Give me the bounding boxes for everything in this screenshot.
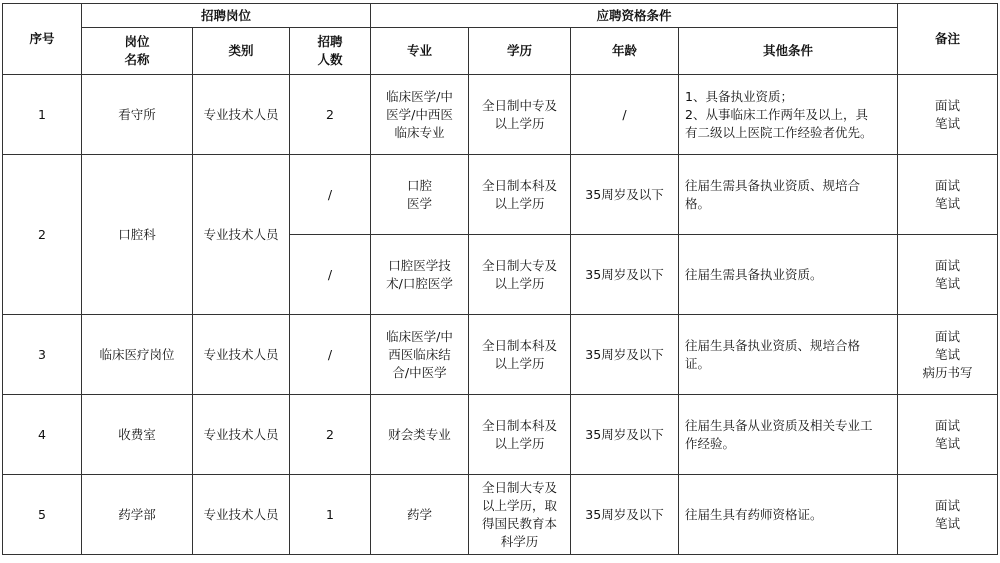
cell-category: 专业技术人员 xyxy=(193,315,290,395)
header-post-name: 岗位 名称 xyxy=(82,28,193,75)
cell-remark: 面试 笔试 xyxy=(898,475,998,555)
cell-education: 全日制本科及 以上学历 xyxy=(469,315,571,395)
header-education: 学历 xyxy=(469,28,571,75)
header-other: 其他条件 xyxy=(679,28,898,75)
table-row xyxy=(3,155,998,235)
table-row xyxy=(3,395,998,475)
cell-post: 看守所 xyxy=(82,75,193,155)
cell-category: 专业技术人员 xyxy=(193,395,290,475)
cell-education: 全日制大专及 以上学历 xyxy=(469,235,571,315)
table-row xyxy=(3,315,998,395)
header-seq: 序号 xyxy=(3,4,82,75)
cell-age: 35周岁及以下 xyxy=(571,155,679,235)
cell-age: 35周岁及以下 xyxy=(571,235,679,315)
cell-seq: 5 xyxy=(3,475,82,555)
recruitment-table xyxy=(2,3,998,555)
cell-age: 35周岁及以下 xyxy=(571,315,679,395)
cell-count: / xyxy=(290,155,371,235)
cell-remark: 面试 笔试 xyxy=(898,75,998,155)
cell-education: 全日制中专及 以上学历 xyxy=(469,75,571,155)
cell-major: 财会类专业 xyxy=(371,395,469,475)
header-group-qualification: 应聘资格条件 xyxy=(371,4,898,28)
cell-age: 35周岁及以下 xyxy=(571,475,679,555)
table-row xyxy=(3,475,998,555)
header-count: 招聘 人数 xyxy=(290,28,371,75)
cell-age: / xyxy=(571,75,679,155)
cell-other: 往届生需具备执业资质、规培合 格。 xyxy=(679,155,898,235)
cell-count: / xyxy=(290,235,371,315)
cell-seq: 1 xyxy=(3,75,82,155)
header-major: 专业 xyxy=(371,28,469,75)
cell-count: 2 xyxy=(290,75,371,155)
cell-other: 往届生具有药师资格证。 xyxy=(679,475,898,555)
cell-seq: 2 xyxy=(3,155,82,315)
cell-education: 全日制本科及 以上学历 xyxy=(469,395,571,475)
table-row xyxy=(3,75,998,155)
cell-other: 1、具备执业资质； 2、从事临床工作两年及以上，具 有二级以上医院工作经验者优先。 xyxy=(679,75,898,155)
cell-age: 35周岁及以下 xyxy=(571,395,679,475)
header-remark: 备注 xyxy=(898,4,998,75)
header-age: 年龄 xyxy=(571,28,679,75)
cell-count: / xyxy=(290,315,371,395)
cell-major: 口腔医学技 术/口腔医学 xyxy=(371,235,469,315)
cell-major: 口腔 医学 xyxy=(371,155,469,235)
cell-major: 临床医学/中 西医临床结 合/中医学 xyxy=(371,315,469,395)
cell-remark: 面试 笔试 xyxy=(898,155,998,235)
header-category: 类别 xyxy=(193,28,290,75)
cell-post: 口腔科 xyxy=(82,155,193,315)
cell-post: 临床医疗岗位 xyxy=(82,315,193,395)
cell-other: 往届生具备从业资质及相关专业工 作经验。 xyxy=(679,395,898,475)
cell-category: 专业技术人员 xyxy=(193,75,290,155)
cell-category: 专业技术人员 xyxy=(193,155,290,315)
cell-remark: 面试 笔试 xyxy=(898,235,998,315)
cell-seq: 3 xyxy=(3,315,82,395)
cell-other: 往届生需具备执业资质。 xyxy=(679,235,898,315)
cell-remark: 面试 笔试 xyxy=(898,395,998,475)
cell-post: 药学部 xyxy=(82,475,193,555)
cell-post: 收费室 xyxy=(82,395,193,475)
cell-remark: 面试 笔试 病历书写 xyxy=(898,315,998,395)
cell-major: 临床医学/中 医学/中西医 临床专业 xyxy=(371,75,469,155)
cell-education: 全日制大专及 以上学历，取 得国民教育本 科学历 xyxy=(469,475,571,555)
cell-major: 药学 xyxy=(371,475,469,555)
cell-category: 专业技术人员 xyxy=(193,475,290,555)
cell-count: 2 xyxy=(290,395,371,475)
cell-seq: 4 xyxy=(3,395,82,475)
cell-other: 往届生具备执业资质、规培合格 证。 xyxy=(679,315,898,395)
cell-count: 1 xyxy=(290,475,371,555)
header-group-post: 招聘岗位 xyxy=(82,4,371,28)
cell-education: 全日制本科及 以上学历 xyxy=(469,155,571,235)
